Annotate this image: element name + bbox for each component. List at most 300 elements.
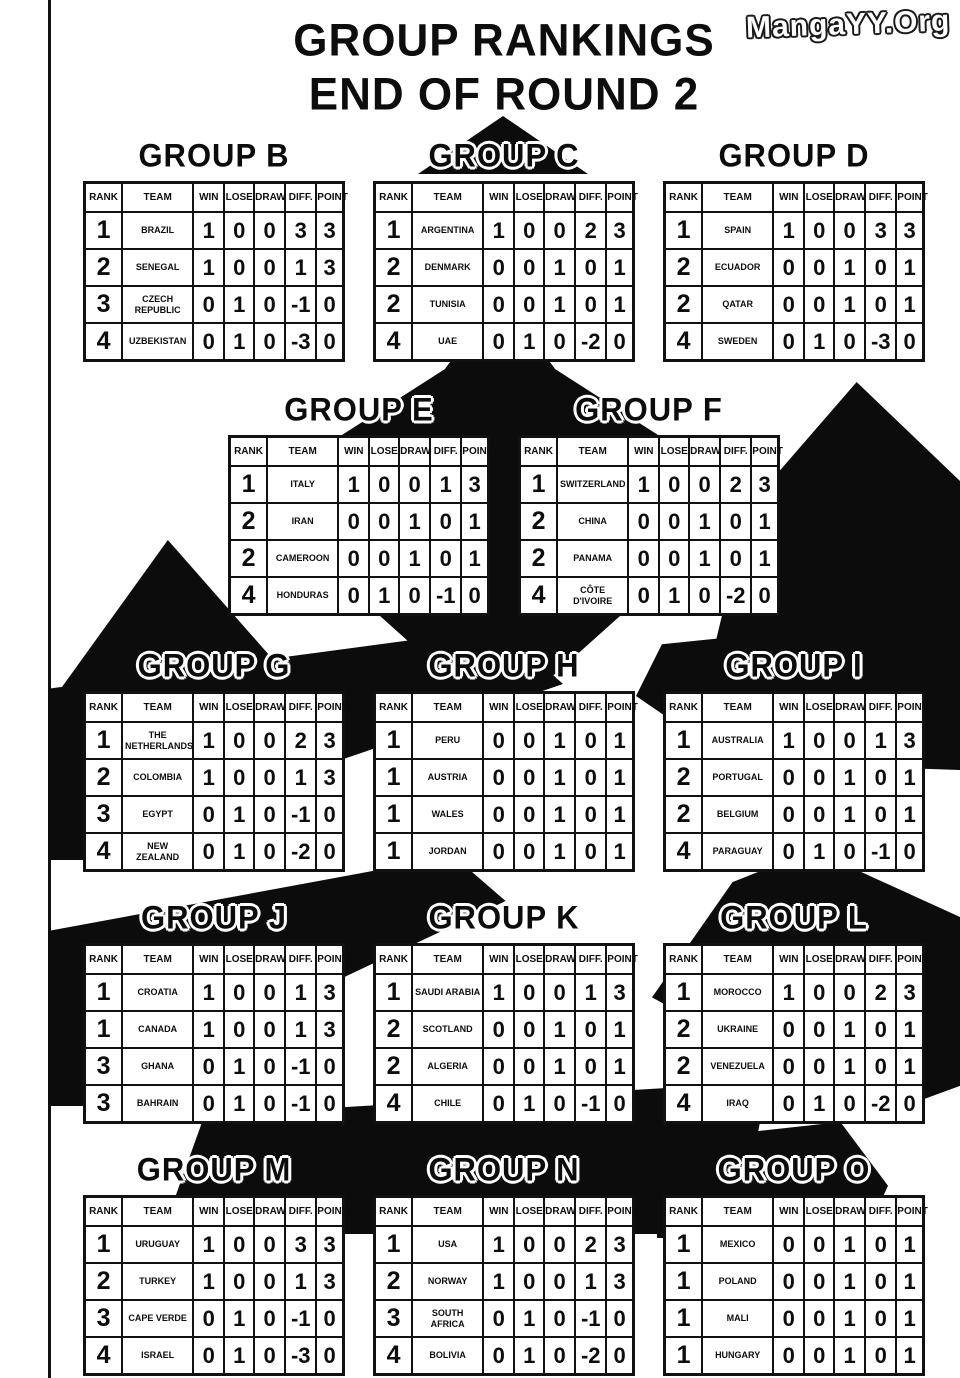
team-name: BAHRAIN bbox=[122, 1085, 193, 1123]
rank-cell: 2 bbox=[375, 1048, 413, 1085]
rank-cell: 2 bbox=[85, 1263, 123, 1300]
team-name: MALI bbox=[702, 1300, 773, 1337]
stat-cell: 1 bbox=[285, 974, 316, 1011]
stat-cell: -2 bbox=[720, 577, 751, 615]
stat-cell: 3 bbox=[461, 466, 488, 503]
stat-cell: 0 bbox=[193, 1048, 224, 1085]
stat-cell: 0 bbox=[254, 212, 285, 249]
column-header: TEAM bbox=[702, 1197, 773, 1227]
rank-cell: 2 bbox=[520, 503, 558, 540]
stat-cell: 1 bbox=[224, 796, 254, 833]
column-header: TEAM bbox=[412, 1197, 483, 1227]
group-h bbox=[373, 647, 638, 872]
rank-cell: 2 bbox=[375, 1011, 413, 1048]
rank-cell: 2 bbox=[375, 249, 413, 286]
rank-cell: 3 bbox=[85, 1085, 123, 1123]
column-header: RANK bbox=[85, 183, 123, 213]
stat-cell: 0 bbox=[514, 1048, 544, 1085]
column-header: POINT bbox=[316, 1197, 343, 1227]
column-header: LOSE bbox=[514, 945, 544, 975]
column-header: POINT bbox=[606, 693, 633, 723]
team-name: SOUTH AFRICA bbox=[412, 1300, 483, 1337]
team-row bbox=[520, 466, 779, 503]
stat-cell: 0 bbox=[193, 796, 224, 833]
stat-cell: 1 bbox=[834, 286, 865, 323]
stat-cell: 3 bbox=[606, 1226, 633, 1263]
rank-cell: 4 bbox=[665, 833, 703, 871]
team-row bbox=[375, 759, 634, 796]
team-name: THE NETHERLANDS bbox=[122, 722, 193, 759]
rank-cell: 1 bbox=[665, 1337, 703, 1375]
column-header: RANK bbox=[665, 945, 703, 975]
rank-cell: 1 bbox=[375, 974, 413, 1011]
stat-cell: 0 bbox=[483, 249, 514, 286]
watermark-text: MangaYY.Org bbox=[745, 4, 951, 45]
stat-cell: 1 bbox=[193, 1226, 224, 1263]
stat-cell: 3 bbox=[896, 974, 923, 1011]
team-name: DENMARK bbox=[412, 249, 483, 286]
stat-cell: 2 bbox=[285, 722, 316, 759]
stat-cell: 0 bbox=[804, 759, 834, 796]
group-title-j: GROUP J bbox=[141, 899, 287, 936]
column-header: WIN bbox=[338, 437, 369, 467]
rank-cell: 2 bbox=[85, 249, 123, 286]
team-row bbox=[665, 1263, 924, 1300]
stat-cell: 0 bbox=[804, 974, 834, 1011]
stat-cell: -3 bbox=[285, 1337, 316, 1375]
stat-cell: 0 bbox=[865, 796, 896, 833]
header-row bbox=[230, 437, 489, 467]
team-name: PARAGUAY bbox=[702, 833, 773, 871]
team-name: PERU bbox=[412, 722, 483, 759]
team-row bbox=[665, 759, 924, 796]
page-title-line1: GROUP RANKINGS bbox=[293, 15, 715, 66]
column-header: DIFF. bbox=[865, 1197, 896, 1227]
team-name: VENEZUELA bbox=[702, 1048, 773, 1085]
team-name: IRAQ bbox=[702, 1085, 773, 1123]
team-name: BOLIVIA bbox=[412, 1337, 483, 1375]
team-name: SCOTLAND bbox=[412, 1011, 483, 1048]
team-name: CHINA bbox=[557, 503, 628, 540]
stat-cell: 0 bbox=[606, 1300, 633, 1337]
team-row bbox=[85, 833, 344, 871]
stat-cell: 1 bbox=[193, 974, 224, 1011]
column-header: LOSE bbox=[804, 945, 834, 975]
team-row bbox=[375, 1226, 634, 1263]
column-header: DIFF. bbox=[575, 1197, 606, 1227]
stat-cell: 0 bbox=[399, 466, 430, 503]
team-row bbox=[520, 540, 779, 577]
column-header: DIFF. bbox=[865, 693, 896, 723]
stat-cell: 0 bbox=[254, 759, 285, 796]
stat-cell: 0 bbox=[773, 1085, 804, 1123]
stat-cell: 1 bbox=[544, 722, 575, 759]
team-name: SENEGAL bbox=[122, 249, 193, 286]
stat-cell: 0 bbox=[193, 1085, 224, 1123]
stat-cell: 1 bbox=[285, 249, 316, 286]
team-name: SWITZERLAND bbox=[557, 466, 628, 503]
column-header: WIN bbox=[773, 183, 804, 213]
column-header: DRAW bbox=[689, 437, 720, 467]
rank-cell: 4 bbox=[665, 1085, 703, 1123]
stat-cell: 1 bbox=[285, 1263, 316, 1300]
stat-cell: 0 bbox=[514, 1226, 544, 1263]
rank-cell: 2 bbox=[375, 286, 413, 323]
team-row bbox=[85, 974, 344, 1011]
team-row bbox=[85, 1226, 344, 1263]
column-header: RANK bbox=[665, 693, 703, 723]
stat-cell: 1 bbox=[224, 286, 254, 323]
stat-cell: 0 bbox=[575, 759, 606, 796]
team-row bbox=[375, 1337, 634, 1375]
group-l bbox=[663, 899, 928, 1124]
column-header: POINT bbox=[896, 183, 923, 213]
stat-cell: 0 bbox=[254, 1337, 285, 1375]
team-row bbox=[665, 722, 924, 759]
team-name: NEW ZEALAND bbox=[122, 833, 193, 871]
stat-cell: 1 bbox=[751, 503, 778, 540]
stat-cell: 3 bbox=[316, 1263, 343, 1300]
team-row bbox=[230, 577, 489, 615]
stat-cell: 0 bbox=[773, 1300, 804, 1337]
team-row bbox=[375, 1263, 634, 1300]
team-row bbox=[375, 286, 634, 323]
rank-cell: 2 bbox=[665, 249, 703, 286]
column-header: DIFF. bbox=[285, 693, 316, 723]
stat-cell: 0 bbox=[689, 466, 720, 503]
stat-cell: 0 bbox=[834, 833, 865, 871]
group-title-d: GROUP D bbox=[718, 137, 870, 174]
stat-cell: 3 bbox=[896, 722, 923, 759]
rank-cell: 4 bbox=[520, 577, 558, 615]
column-header: RANK bbox=[85, 693, 123, 723]
header-row bbox=[520, 437, 779, 467]
stat-cell: 0 bbox=[193, 323, 224, 361]
stat-cell: 0 bbox=[254, 974, 285, 1011]
stat-cell: 0 bbox=[514, 974, 544, 1011]
stat-cell: 1 bbox=[896, 759, 923, 796]
stat-cell: 1 bbox=[193, 1011, 224, 1048]
stat-cell: 0 bbox=[224, 212, 254, 249]
team-row bbox=[85, 796, 344, 833]
stat-cell: 3 bbox=[316, 722, 343, 759]
column-header: WIN bbox=[773, 945, 804, 975]
stat-cell: 0 bbox=[483, 1085, 514, 1123]
stat-cell: 1 bbox=[834, 1011, 865, 1048]
stat-cell: 0 bbox=[606, 323, 633, 361]
stat-cell: 3 bbox=[606, 974, 633, 1011]
column-header: POINT bbox=[461, 437, 488, 467]
column-header: POINT bbox=[606, 1197, 633, 1227]
column-header: WIN bbox=[483, 1197, 514, 1227]
rank-cell: 4 bbox=[375, 323, 413, 361]
team-row bbox=[665, 286, 924, 323]
team-name: GHANA bbox=[122, 1048, 193, 1085]
stat-cell: 0 bbox=[575, 249, 606, 286]
column-header: LOSE bbox=[804, 1197, 834, 1227]
team-name: ITALY bbox=[267, 466, 338, 503]
rank-cell: 4 bbox=[665, 323, 703, 361]
stat-cell: 1 bbox=[834, 796, 865, 833]
stat-cell: -2 bbox=[575, 1337, 606, 1375]
stat-cell: 1 bbox=[606, 1011, 633, 1048]
group-f bbox=[518, 391, 783, 616]
stat-cell: 0 bbox=[483, 1011, 514, 1048]
group-title-f: GROUP F bbox=[575, 391, 723, 428]
stat-cell: 1 bbox=[896, 1226, 923, 1263]
stat-cell: 0 bbox=[865, 1337, 896, 1375]
stat-cell: -2 bbox=[865, 1085, 896, 1123]
team-row bbox=[375, 1048, 634, 1085]
header-row bbox=[85, 945, 344, 975]
stat-cell: 0 bbox=[224, 249, 254, 286]
team-name: HUNGARY bbox=[702, 1337, 773, 1375]
page-title-line2: END OF ROUND 2 bbox=[308, 68, 700, 120]
stat-cell: 0 bbox=[254, 1085, 285, 1123]
column-header: RANK bbox=[520, 437, 558, 467]
stat-cell: 1 bbox=[804, 833, 834, 871]
team-row bbox=[665, 974, 924, 1011]
stat-cell: 0 bbox=[804, 212, 834, 249]
stat-cell: 1 bbox=[224, 1337, 254, 1375]
column-header: DRAW bbox=[834, 945, 865, 975]
stat-cell: 1 bbox=[544, 249, 575, 286]
stat-cell: 1 bbox=[606, 1048, 633, 1085]
stat-cell: 1 bbox=[483, 1226, 514, 1263]
stat-cell: 1 bbox=[544, 1011, 575, 1048]
rank-cell: 2 bbox=[665, 286, 703, 323]
column-header: RANK bbox=[375, 945, 413, 975]
stat-cell: 3 bbox=[606, 1263, 633, 1300]
team-row bbox=[665, 212, 924, 249]
stat-cell: 0 bbox=[575, 796, 606, 833]
team-row bbox=[520, 503, 779, 540]
team-row bbox=[665, 1226, 924, 1263]
rank-cell: 4 bbox=[85, 833, 123, 871]
stat-cell: 0 bbox=[896, 323, 923, 361]
stat-cell: 0 bbox=[254, 1011, 285, 1048]
team-row bbox=[85, 1263, 344, 1300]
team-row bbox=[230, 503, 489, 540]
team-name: ALGERIA bbox=[412, 1048, 483, 1085]
stat-cell: 1 bbox=[224, 1085, 254, 1123]
stat-cell: 0 bbox=[751, 577, 778, 615]
stat-cell: 0 bbox=[430, 503, 461, 540]
team-row bbox=[665, 1048, 924, 1085]
team-name: JORDAN bbox=[412, 833, 483, 871]
group-title-n: GROUP N bbox=[428, 1151, 580, 1188]
rank-cell: 1 bbox=[375, 722, 413, 759]
team-name: WALES bbox=[412, 796, 483, 833]
stat-cell: 0 bbox=[834, 323, 865, 361]
team-row bbox=[85, 1011, 344, 1048]
header-row bbox=[85, 1197, 344, 1227]
group-table-m bbox=[83, 1195, 348, 1376]
team-name: SWEDEN bbox=[702, 323, 773, 361]
column-header: LOSE bbox=[224, 693, 254, 723]
team-name: CROATIA bbox=[122, 974, 193, 1011]
column-header: LOSE bbox=[224, 945, 254, 975]
rank-cell: 2 bbox=[665, 796, 703, 833]
stat-cell: 0 bbox=[254, 1048, 285, 1085]
stat-cell: 0 bbox=[773, 1226, 804, 1263]
stat-cell: 0 bbox=[865, 1011, 896, 1048]
stat-cell: -1 bbox=[285, 286, 316, 323]
rank-cell: 2 bbox=[665, 1048, 703, 1085]
column-header: LOSE bbox=[224, 1197, 254, 1227]
stat-cell: 1 bbox=[834, 249, 865, 286]
team-name: CAMEROON bbox=[267, 540, 338, 577]
stat-cell: 0 bbox=[254, 1263, 285, 1300]
team-name: POLAND bbox=[702, 1263, 773, 1300]
stat-cell: 1 bbox=[606, 722, 633, 759]
stat-cell: 1 bbox=[285, 759, 316, 796]
stat-cell: 1 bbox=[896, 1337, 923, 1375]
rank-cell: 1 bbox=[85, 212, 123, 249]
team-name: QATAR bbox=[702, 286, 773, 323]
team-name: SAUDI ARABIA bbox=[412, 974, 483, 1011]
stat-cell: 0 bbox=[254, 833, 285, 871]
stat-cell: 1 bbox=[544, 796, 575, 833]
stat-cell: 1 bbox=[628, 466, 659, 503]
stat-cell: 0 bbox=[834, 974, 865, 1011]
column-header: DIFF. bbox=[285, 183, 316, 213]
column-header: DIFF. bbox=[575, 693, 606, 723]
stat-cell: 0 bbox=[659, 503, 689, 540]
stat-cell: 0 bbox=[544, 1226, 575, 1263]
team-row bbox=[85, 286, 344, 323]
team-row bbox=[85, 323, 344, 361]
stat-cell: 0 bbox=[804, 1011, 834, 1048]
stat-cell: 0 bbox=[773, 249, 804, 286]
stat-cell: 0 bbox=[369, 503, 399, 540]
stat-cell: 1 bbox=[461, 540, 488, 577]
team-row bbox=[85, 1048, 344, 1085]
header-row bbox=[665, 945, 924, 975]
column-header: WIN bbox=[483, 183, 514, 213]
stat-cell: 0 bbox=[483, 286, 514, 323]
stat-cell: 0 bbox=[628, 577, 659, 615]
stat-cell: 0 bbox=[316, 1300, 343, 1337]
group-table-l bbox=[663, 943, 928, 1124]
stat-cell: 1 bbox=[689, 503, 720, 540]
stat-cell: 0 bbox=[316, 286, 343, 323]
stat-cell: 1 bbox=[544, 1048, 575, 1085]
stat-cell: 3 bbox=[285, 212, 316, 249]
stat-cell: 2 bbox=[575, 212, 606, 249]
stat-cell: 1 bbox=[834, 1300, 865, 1337]
team-row bbox=[375, 722, 634, 759]
team-row bbox=[85, 1337, 344, 1375]
group-j bbox=[83, 899, 348, 1124]
stat-cell: 1 bbox=[896, 1300, 923, 1337]
group-i bbox=[663, 647, 928, 872]
team-row bbox=[85, 249, 344, 286]
column-header: LOSE bbox=[514, 183, 544, 213]
stat-cell: 0 bbox=[575, 722, 606, 759]
column-header: POINT bbox=[896, 1197, 923, 1227]
stat-cell: 0 bbox=[483, 833, 514, 871]
group-title-b: GROUP B bbox=[138, 137, 290, 174]
stat-cell: 1 bbox=[606, 759, 633, 796]
group-table-g bbox=[83, 691, 348, 872]
team-row bbox=[665, 1337, 924, 1375]
stat-cell: 0 bbox=[338, 503, 369, 540]
team-row bbox=[230, 466, 489, 503]
stat-cell: 0 bbox=[544, 1300, 575, 1337]
stat-cell: 1 bbox=[804, 1085, 834, 1123]
stat-cell: 0 bbox=[544, 1263, 575, 1300]
stat-cell: 0 bbox=[254, 796, 285, 833]
team-row bbox=[375, 833, 634, 871]
column-header: TEAM bbox=[412, 183, 483, 213]
header-row bbox=[665, 183, 924, 213]
stat-cell: 0 bbox=[461, 577, 488, 615]
column-header: WIN bbox=[773, 1197, 804, 1227]
stat-cell: 1 bbox=[834, 759, 865, 796]
stat-cell: 0 bbox=[514, 796, 544, 833]
stat-cell: 0 bbox=[316, 1337, 343, 1375]
stat-cell: 1 bbox=[834, 1337, 865, 1375]
team-row bbox=[85, 759, 344, 796]
column-header: DRAW bbox=[834, 693, 865, 723]
stat-cell: 0 bbox=[544, 1085, 575, 1123]
stat-cell: -1 bbox=[285, 1085, 316, 1123]
group-title-c: GROUP C bbox=[428, 137, 580, 174]
column-header: POINT bbox=[896, 693, 923, 723]
stat-cell: 1 bbox=[193, 1263, 224, 1300]
stat-cell: 0 bbox=[896, 1085, 923, 1123]
stat-cell: 1 bbox=[834, 1226, 865, 1263]
group-table-j bbox=[83, 943, 348, 1124]
column-header: TEAM bbox=[267, 437, 338, 467]
stat-cell: 0 bbox=[483, 722, 514, 759]
team-row bbox=[665, 1300, 924, 1337]
rank-cell: 4 bbox=[375, 1085, 413, 1123]
stat-cell: -1 bbox=[285, 1048, 316, 1085]
team-name: AUSTRALIA bbox=[702, 722, 773, 759]
stat-cell: 0 bbox=[254, 1300, 285, 1337]
stat-cell: 0 bbox=[514, 759, 544, 796]
stat-cell: 0 bbox=[865, 759, 896, 796]
stat-cell: -1 bbox=[865, 833, 896, 871]
stat-cell: 1 bbox=[834, 1048, 865, 1085]
team-name: TURKEY bbox=[122, 1263, 193, 1300]
stat-cell: 1 bbox=[689, 540, 720, 577]
stat-cell: 0 bbox=[865, 249, 896, 286]
stat-cell: 3 bbox=[316, 974, 343, 1011]
column-header: POINT bbox=[896, 945, 923, 975]
stat-cell: 0 bbox=[254, 323, 285, 361]
column-header: DIFF. bbox=[865, 945, 896, 975]
column-header: TEAM bbox=[412, 945, 483, 975]
rank-cell: 1 bbox=[375, 833, 413, 871]
stat-cell: 0 bbox=[254, 249, 285, 286]
column-header: DRAW bbox=[399, 437, 430, 467]
stat-cell: -1 bbox=[285, 1300, 316, 1337]
stat-cell: 3 bbox=[316, 249, 343, 286]
stat-cell: 0 bbox=[514, 286, 544, 323]
rank-cell: 4 bbox=[85, 1337, 123, 1375]
stat-cell: 0 bbox=[514, 833, 544, 871]
rank-cell: 1 bbox=[85, 1011, 123, 1048]
team-row bbox=[665, 1011, 924, 1048]
stat-cell: 0 bbox=[773, 286, 804, 323]
stat-cell: 0 bbox=[483, 1300, 514, 1337]
stat-cell: 0 bbox=[773, 833, 804, 871]
stat-cell: 0 bbox=[338, 577, 369, 615]
stat-cell: 0 bbox=[628, 503, 659, 540]
